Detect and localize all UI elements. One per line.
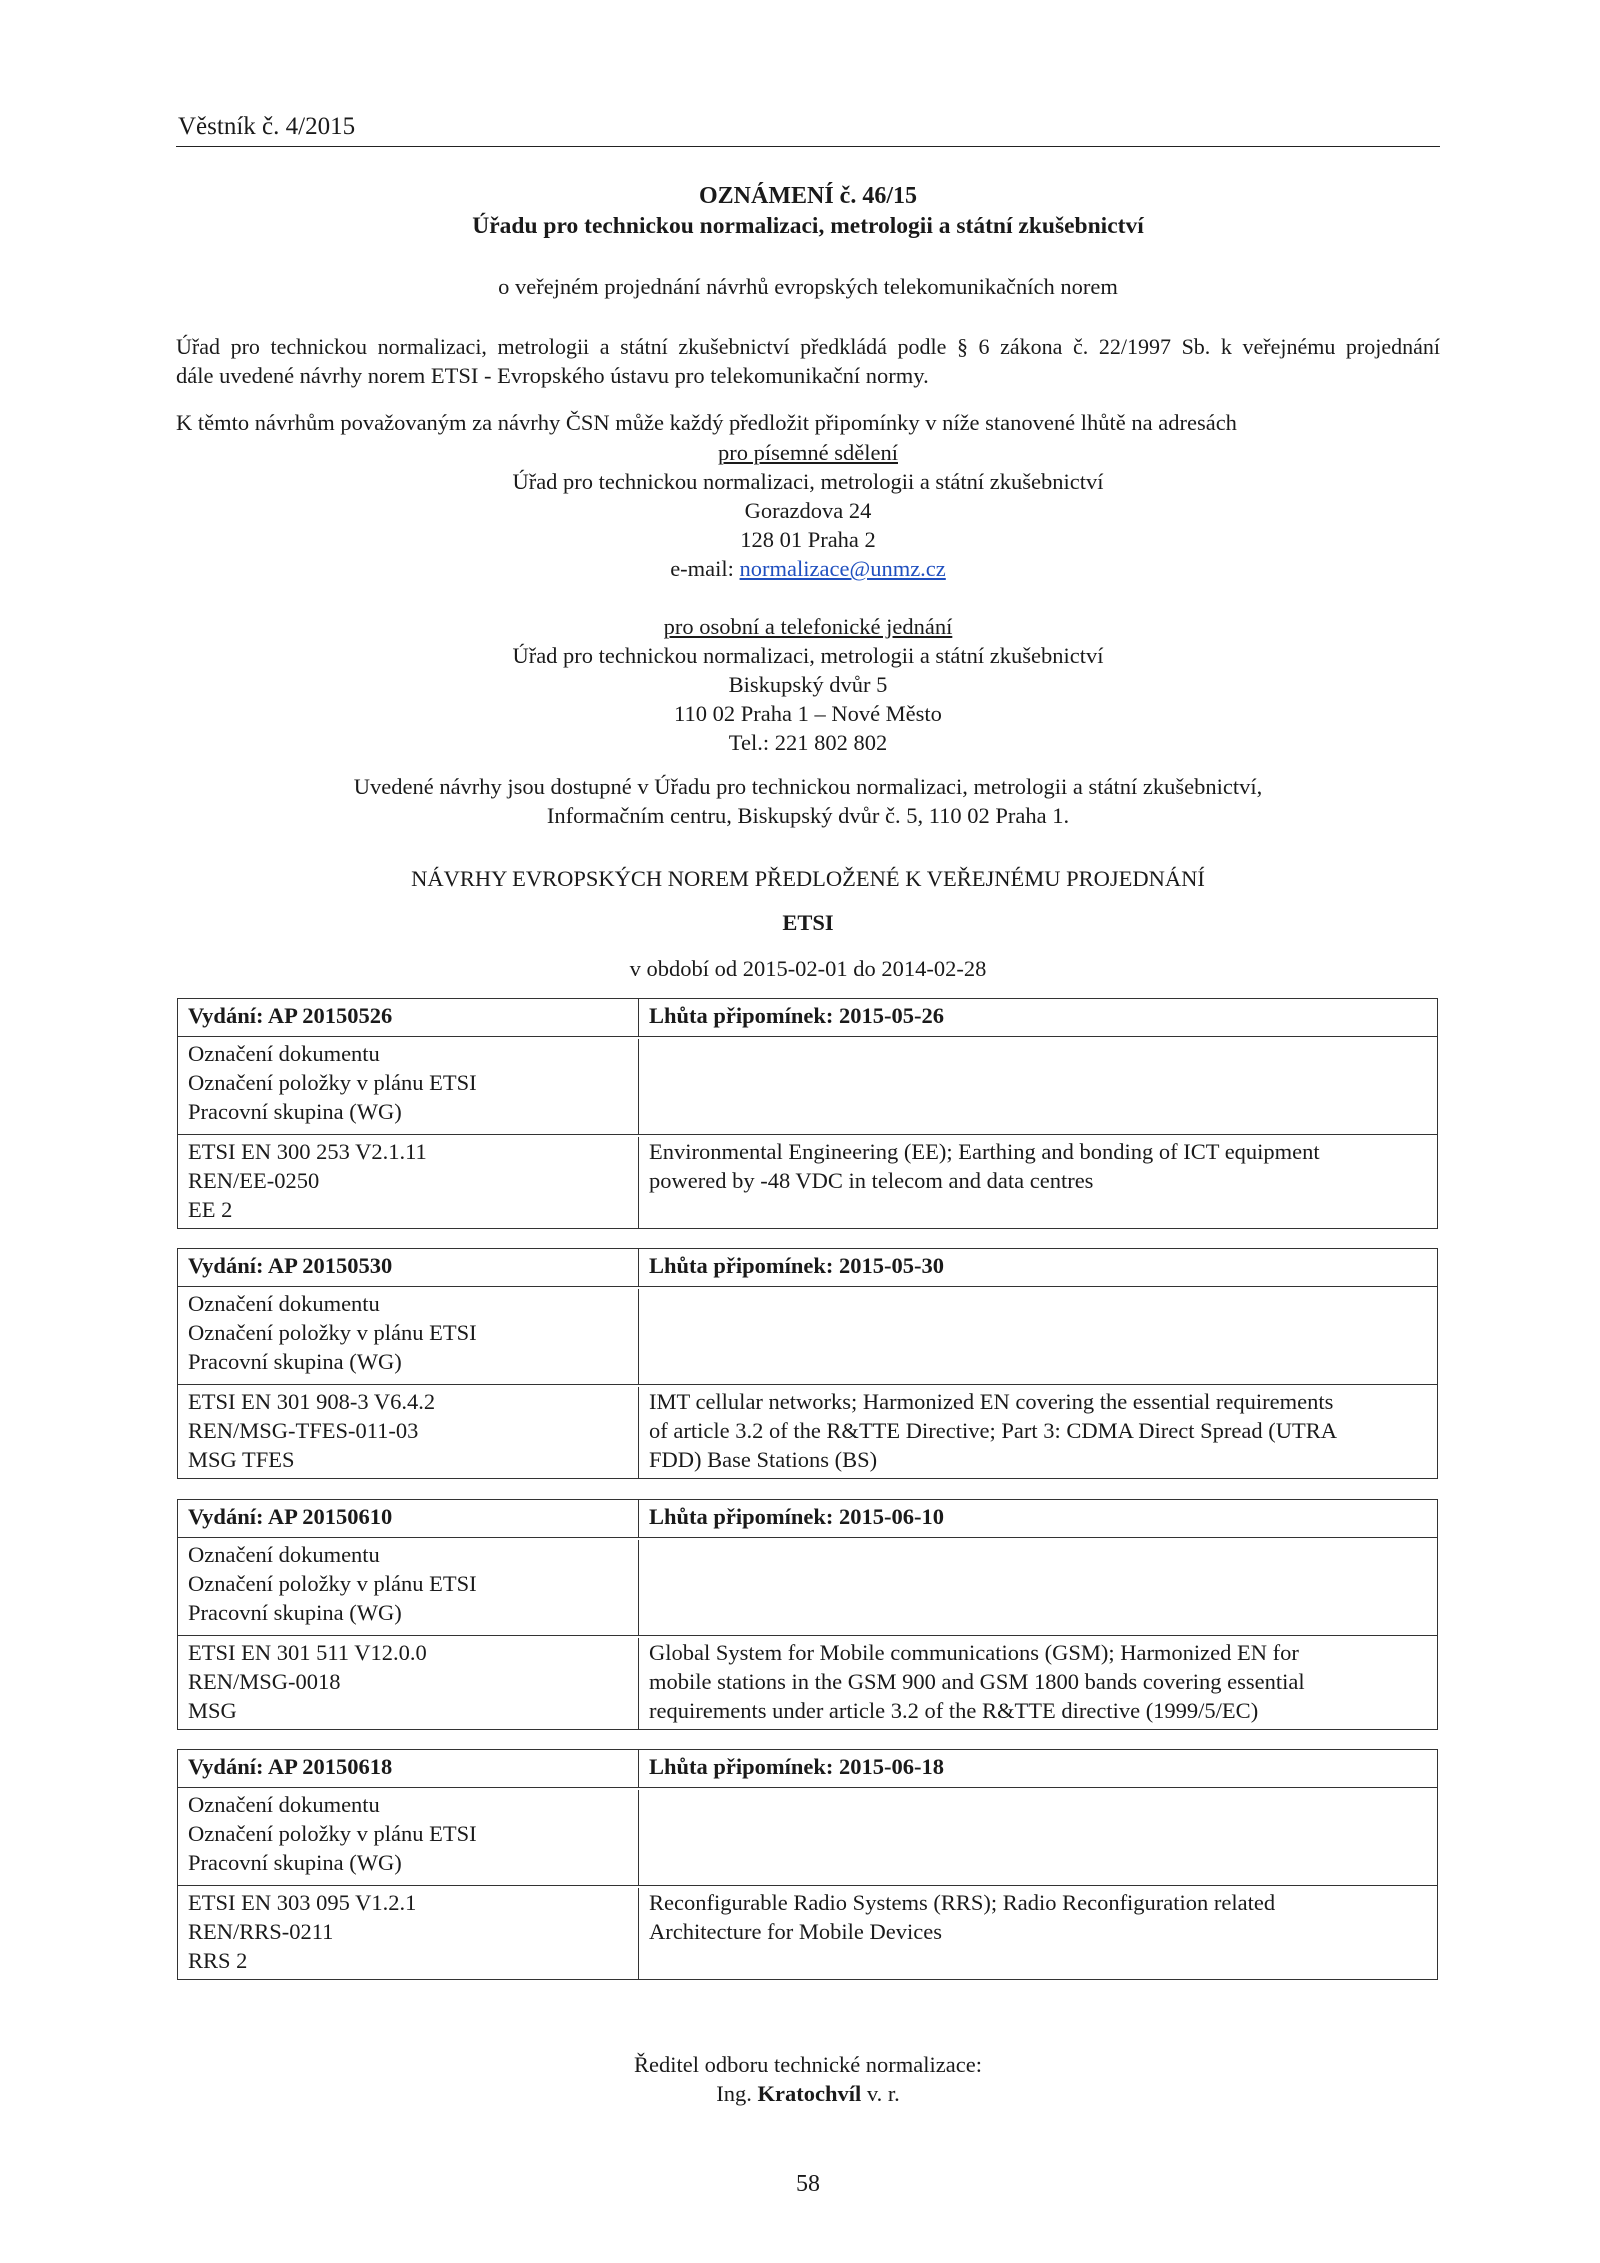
- intro-line-2: dále uvedené návrhy norem ETSI - Evropského ústavu pro telekomunikační normy.: [176, 363, 929, 388]
- notice-issuer: Úřadu pro technickou normalizaci, metrologii a státní zkušebnictví: [472, 213, 1144, 239]
- signature-block: [176, 2050, 1440, 2108]
- work-item-id: REN/EE-0250: [188, 1168, 320, 1193]
- written-contact-heading: pro písemné sdělení: [718, 440, 898, 465]
- standard-block: [177, 1749, 1438, 1980]
- issue-cell: Vydání: AP 20150618: [178, 1750, 639, 1787]
- block-data-row: [178, 1635, 1437, 1729]
- availability-paragraph: [176, 772, 1440, 830]
- block-header-row: [178, 1500, 1437, 1537]
- work-item-id: REN/RRS-0211: [188, 1919, 334, 1944]
- standard-title-line: Environmental Engineering (EE); Earthing and bonding of ICT equipment: [649, 1139, 1320, 1164]
- email-label: e-mail:: [670, 556, 740, 581]
- intro-line-1: Úřad pro technickou normalizaci, metrologii a státní zkušebnictví předkládá podle § 6 zákona č. 22/1997 Sb. k veřejnému projednání: [176, 334, 1440, 359]
- working-group-label: Pracovní skupina (WG): [188, 1600, 402, 1625]
- journal-header: Věstník č. 4/2015: [178, 113, 356, 140]
- document-id: ETSI EN 300 253 V2.1.11: [188, 1139, 427, 1164]
- empty-cell: [639, 1540, 1437, 1635]
- period-text: v období od 2015-02-01 do 2014-02-28: [629, 956, 987, 981]
- standard-block: [177, 998, 1438, 1229]
- block-data-row: [178, 1134, 1437, 1228]
- block-header-row: [178, 1750, 1437, 1787]
- identifiers-cell: [178, 1137, 639, 1228]
- signature-role: Ředitel odboru technické normalizace:: [634, 2052, 982, 2077]
- document-id: ETSI EN 301 511 V12.0.0: [188, 1640, 427, 1665]
- email-link[interactable]: normalizace@unmz.cz: [739, 556, 946, 581]
- working-group: MSG TFES: [188, 1447, 295, 1472]
- identifiers-cell: [178, 1888, 639, 1979]
- standard-block: [177, 1248, 1438, 1479]
- block-data-row: [178, 1384, 1437, 1478]
- work-item-label: Označení položky v plánu ETSI: [188, 1571, 477, 1596]
- availability-line-2: Informačním centru, Biskupský dvůr č. 5, 110 02 Praha 1.: [546, 803, 1070, 828]
- deadline-cell: Lhůta připomínek: 2015-05-30: [649, 1253, 945, 1278]
- standard-title-line: Reconfigurable Radio Systems (RRS); Radio Reconfiguration related: [649, 1890, 1276, 1915]
- personal-contact-phone: Tel.: 221 802 802: [728, 730, 888, 755]
- designation-label: Označení dokumentu: [188, 1041, 380, 1066]
- personal-contact-org: Úřad pro technickou normalizaci, metrologii a státní zkušebnictví: [512, 643, 1104, 668]
- standard-title-line: of article 3.2 of the R&TTE Directive; Part 3: CDMA Direct Spread (UTRA: [649, 1418, 1337, 1443]
- standard-title-line: requirements under article 3.2 of the R&TTE directive (1999/5/EC): [649, 1698, 1259, 1723]
- written-contact-street: Gorazdova 24: [744, 498, 872, 523]
- standard-title-cell: [639, 1137, 1437, 1228]
- personal-contact-street: Biskupský dvůr 5: [728, 672, 888, 697]
- org-label: ETSI: [782, 910, 834, 935]
- standard-title-line: Global System for Mobile communications (GSM); Harmonized EN for: [649, 1640, 1299, 1665]
- labels-cell: [178, 1039, 639, 1134]
- empty-cell: [639, 1039, 1437, 1134]
- section-title: NÁVRHY EVROPSKÝCH NOREM PŘEDLOŽENÉ K VEŘEJNÉMU PROJEDNÁNÍ: [411, 866, 1205, 891]
- notice-number: OZNÁMENÍ č. 46/15: [699, 183, 917, 209]
- standard-title-line: FDD) Base Stations (BS): [649, 1447, 878, 1472]
- signature-name: Kratochvíl: [757, 2081, 862, 2106]
- standard-title-cell: [639, 1638, 1437, 1729]
- personal-contact-heading: pro osobní a telefonické jednání: [663, 614, 953, 639]
- working-group: RRS 2: [188, 1948, 248, 1973]
- block-labels-row: [178, 1787, 1437, 1885]
- work-item-label: Označení položky v plánu ETSI: [188, 1821, 477, 1846]
- personal-contact-city: 110 02 Praha 1 – Nové Město: [674, 701, 942, 726]
- signature-suffix: v. r.: [861, 2081, 900, 2106]
- empty-cell: [639, 1289, 1437, 1384]
- working-group-label: Pracovní skupina (WG): [188, 1349, 402, 1374]
- standard-title-line: mobile stations in the GSM 900 and GSM 1800 bands covering essential: [649, 1669, 1305, 1694]
- comments-paragraph: K těmto návrhům považovaným za návrhy ČSN může každý předložit připomínky v níže stanovené lhůtě na adresách: [176, 410, 1237, 435]
- designation-label: Označení dokumentu: [188, 1542, 380, 1567]
- written-contact-city: 128 01 Praha 2: [740, 527, 876, 552]
- standard-title-line: Architecture for Mobile Devices: [649, 1919, 943, 1944]
- identifiers-cell: [178, 1638, 639, 1729]
- intro-paragraph: [176, 332, 1440, 390]
- document-id: ETSI EN 303 095 V1.2.1: [188, 1890, 417, 1915]
- labels-cell: [178, 1540, 639, 1635]
- standard-title-cell: [639, 1387, 1437, 1478]
- header-divider: [176, 146, 1440, 147]
- working-group: EE 2: [188, 1197, 233, 1222]
- block-labels-row: [178, 1537, 1437, 1635]
- deadline-cell: Lhůta připomínek: 2015-05-26: [649, 1003, 945, 1028]
- signature-name-line: [176, 2079, 1440, 2108]
- block-labels-row: [178, 1036, 1437, 1134]
- written-contact-org: Úřad pro technickou normalizaci, metrologii a státní zkušebnictví: [512, 469, 1104, 494]
- designation-label: Označení dokumentu: [188, 1291, 380, 1316]
- standard-title-line: IMT cellular networks; Harmonized EN covering the essential requirements: [649, 1389, 1334, 1414]
- signature-prefix: Ing.: [716, 2081, 758, 2106]
- issue-cell: Vydání: AP 20150530: [178, 1249, 639, 1286]
- working-group-label: Pracovní skupina (WG): [188, 1099, 402, 1124]
- work-item-label: Označení položky v plánu ETSI: [188, 1070, 477, 1095]
- working-group-label: Pracovní skupina (WG): [188, 1850, 402, 1875]
- deadline-cell: Lhůta připomínek: 2015-06-18: [649, 1754, 945, 1779]
- working-group: MSG: [188, 1698, 237, 1723]
- empty-cell: [639, 1790, 1437, 1885]
- page-number: 58: [796, 2171, 820, 2197]
- availability-line-1: Uvedené návrhy jsou dostupné v Úřadu pro technickou normalizaci, metrologii a státní zkušebnictví,: [353, 774, 1263, 799]
- written-contact-block: [176, 438, 1440, 583]
- deadline-cell: Lhůta připomínek: 2015-06-10: [649, 1504, 945, 1529]
- work-item-id: REN/MSG-0018: [188, 1669, 341, 1694]
- document-id: ETSI EN 301 908-3 V6.4.2: [188, 1389, 436, 1414]
- identifiers-cell: [178, 1387, 639, 1478]
- designation-label: Označení dokumentu: [188, 1792, 380, 1817]
- personal-contact-block: [176, 612, 1440, 757]
- block-header-row: [178, 1249, 1437, 1286]
- block-header-row: [178, 999, 1437, 1036]
- notice-subject: o veřejném projednání návrhů evropských telekomunikačních norem: [498, 274, 1118, 299]
- labels-cell: [178, 1289, 639, 1384]
- standard-title-line: powered by -48 VDC in telecom and data centres: [649, 1168, 1094, 1193]
- work-item-id: REN/MSG-TFES-011-03: [188, 1418, 419, 1443]
- block-data-row: [178, 1885, 1437, 1979]
- work-item-label: Označení položky v plánu ETSI: [188, 1320, 477, 1345]
- standard-block: [177, 1499, 1438, 1730]
- written-contact-email-line: [176, 554, 1440, 583]
- standard-title-cell: [639, 1888, 1437, 1979]
- issue-cell: Vydání: AP 20150526: [178, 999, 639, 1036]
- block-labels-row: [178, 1286, 1437, 1384]
- issue-cell: Vydání: AP 20150610: [178, 1500, 639, 1537]
- labels-cell: [178, 1790, 639, 1885]
